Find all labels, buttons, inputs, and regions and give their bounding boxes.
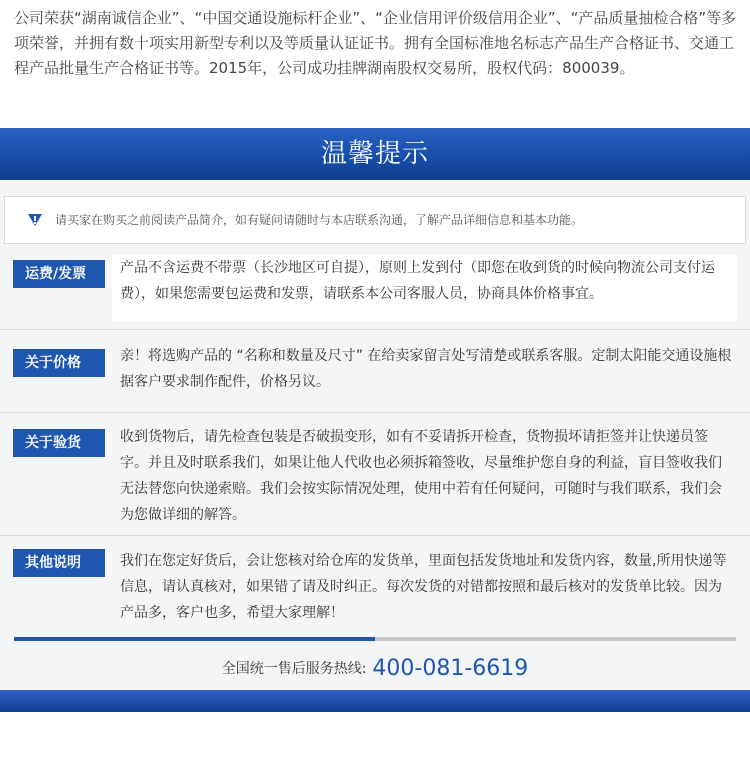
hotline <box>0 656 750 681</box>
notice-text: 请买家在购买之前阅读产品简介，如有疑问请随时与本店联系沟通，了解产品详细信息和基本功能。 <box>55 213 584 227</box>
label-inspection: 关于验货 <box>13 429 105 457</box>
company-intro-text: 公司荣获“湖南诚信企业”、“中国交通设施标杆企业”、“企业信用评价级信用企业”、“产品质量抽检合格”等多项荣誉，并拥有数十项实用新型专利以及等质量认证证书。拥有全国标准地名标志产品生产合格证书、交通工程产品批量生产合格证书等。2015年，公司成功挂牌湖南股权交易所，股权代码：800039。 <box>14 9 737 77</box>
section-shipping-invoice-text: 产品不含运费不带票（长沙地区可自提），原则上发到付（即您在收到货的时候向物流公司支付运费），如果您需要包运费和发票，请联系本公司客服人员，协商具体价格事宜。 <box>112 255 737 321</box>
section-divider <box>0 329 750 330</box>
notice-box <box>4 196 746 244</box>
label-shipping-invoice: 运费/发票 <box>13 260 105 288</box>
banner-title: 温馨提示 <box>320 139 429 169</box>
section-inspection-text: 收到货物后，请先检查包装是否破损变形，如有不妥请拆开检查，货物损坏请拒签并让快递员签字。并且及时联系我们，如果让他人代收也必须拆箱签收，尽量维护您自身的利益，盲目签收我们无法替您向快递索赔。我们会按实际情况处理，使用中若有任何疑问，可随时与我们联系，我们会为您做详细的解答。 <box>120 429 722 523</box>
triangle-down-icon <box>27 213 43 227</box>
footer-band <box>0 690 750 712</box>
tips-banner <box>0 128 750 180</box>
hotline-number[interactable]: 400-081-6619 <box>372 656 529 681</box>
section-divider <box>0 412 750 413</box>
section-pricing-text: 亲！将选购产品的 “名称和数量及尺寸” 在给卖家留言处写清楚或联系客服。定制太阳能交通设施根据客户要求制作配件，价格另议。 <box>120 348 732 390</box>
progress-bar-fill <box>14 637 375 641</box>
label-pricing: 关于价格 <box>13 349 105 377</box>
section-divider <box>0 535 750 536</box>
hotline-label: 全国统一售后服务热线: <box>221 661 367 677</box>
section-other-notes-text: 我们在您定好货后，会让您核对给仓库的发货单，里面包括发货地址和发货内容，数量,所用快递等信息，请认真核对，如果错了请及时纠正。每次发货的对错都按照和最后核对的发货单比较。因为产品多，客户也多，希望大家理解！ <box>120 553 727 621</box>
label-other-notes: 其他说明 <box>13 549 105 577</box>
